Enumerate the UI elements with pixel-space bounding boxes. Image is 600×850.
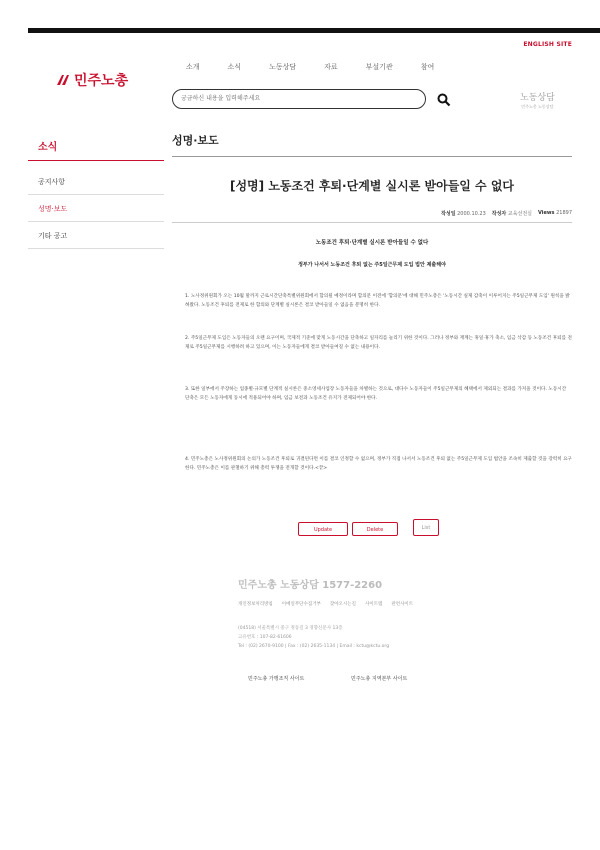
- nav-item-counsel[interactable]: 노동상담: [269, 63, 297, 71]
- nav-item-resources[interactable]: 자료: [324, 63, 338, 71]
- page-title: 성명·보도: [172, 134, 219, 147]
- views-label: Views: [538, 210, 555, 216]
- sidebar-divider: [28, 160, 164, 161]
- footer-registration: 고유번호 : 107-82-61606: [238, 635, 292, 640]
- update-button[interactable]: Update: [298, 522, 348, 536]
- counsel-subtitle: 민주노총 노동상담: [521, 104, 554, 109]
- counsel-link[interactable]: [520, 90, 555, 110]
- logo-mark-icon: [56, 73, 70, 87]
- date-label: 작성일: [441, 211, 456, 217]
- footer-link-email-policy[interactable]: 이메일무단수집거부: [281, 602, 321, 607]
- footer-regional-link[interactable]: 민주노총 지역본부 사이트: [351, 676, 408, 682]
- footer-link-privacy[interactable]: 개인정보처리방침: [238, 602, 273, 607]
- sidebar-title: 소식: [38, 142, 58, 153]
- article-paragraph: 1. 노사정위원회가 오는 10월 말까지 근로시간단축특별위원회에서 합의될 예정이라며 합의문 이전에 '합의문'에 대해 민주노총은 '노동시간 실제 감축이 이루어지는 주5일근무제 도입' 원칙을 밝혀왔다. 노동조건 후퇴를 전제로 한 합의와 단계별 실시론은 결코 받아들일 수 없음을 분명히 한다.: [185, 294, 570, 308]
- nav-item-news[interactable]: 소식: [227, 63, 242, 71]
- article-title: [성명] 노동조건 후퇴·단계별 실시론 받아들일 수 없다: [229, 179, 515, 193]
- author-label: 작성자: [491, 211, 507, 217]
- footer-link-directions[interactable]: 찾아오시는길: [329, 602, 356, 607]
- footer-nav: [238, 601, 413, 607]
- footer-address: (04518) 서울특별시 중구 정동길 3 경향신문사 13층: [238, 626, 343, 631]
- article-paragraph: 4. 민주노총은 노사정위원회의 논의가 노동조건 후퇴로 귀결된다면 이를 결코 인정할 수 없으며, 정부가 직접 나서서 노동조건 후퇴 없는 주5일근무제 도입 법안을 조속히 제출할 것을 강력히 요구한다. 민주노총은 이를 관철하기 위해 총력 투쟁을 전개할 것이다.<끝>: [185, 457, 572, 471]
- sidebar-separator: [28, 194, 164, 195]
- sidebar-separator: [28, 248, 164, 249]
- article-subtitle: 노동조건 후퇴·단계별 실시론 받아들일 수 없다: [315, 240, 429, 246]
- article-meta: [441, 210, 572, 217]
- counsel-title: 노동상담: [520, 93, 555, 103]
- footer-link-related[interactable]: 관련사이트: [391, 602, 414, 607]
- title-divider: [172, 156, 572, 157]
- list-button[interactable]: List: [413, 519, 439, 536]
- sidebar-item-statements[interactable]: 성명·보도: [38, 205, 68, 213]
- date-value: 2000.10.23: [457, 211, 486, 217]
- nav-item-participate[interactable]: 참여: [420, 63, 435, 71]
- article-paragraph: 3. 또한 일부에서 주장하는 업종별·규모별 단계적 실시론은 중소영세사업장 노동자들을 차별하는 것으로, 대다수 노동자들이 주5일근무제의 혜택에서 제외되는 결과를 가져올 것이다. 노동시간 단축은 모든 노동자에게 동시에 적용되어야 하며, 임금 보전과 노동조건 유지가 전제되어야 한다.: [185, 387, 567, 401]
- footer-contact: Tel : (02) 2670-9100 | Fax : (02) 2635-1134 | Email : kctu@kctu.org: [238, 644, 390, 649]
- search-icon[interactable]: [437, 92, 451, 106]
- logo-text: 민주노총: [74, 73, 129, 89]
- delete-button[interactable]: Delete: [352, 522, 398, 536]
- nav-item-institutes[interactable]: 부설기관: [365, 63, 393, 71]
- footer-affiliates-link[interactable]: 민주노총 가맹조직 사이트: [248, 676, 305, 682]
- nav-item-about[interactable]: 소개: [186, 63, 200, 71]
- views-value: 21897: [556, 210, 572, 216]
- main-nav: [186, 62, 462, 72]
- sidebar-item-notice[interactable]: 공지사항: [38, 178, 66, 186]
- english-site-link[interactable]: ENGLISH SITE: [523, 41, 572, 48]
- meta-divider: [172, 222, 572, 223]
- top-bar: [28, 28, 600, 33]
- article-subheadline: 정부가 나서서 노동조건 후퇴 없는 주5일근무제 도입 법안 제출해야: [298, 262, 446, 268]
- author-value: 교육선전실: [507, 211, 533, 217]
- logo[interactable]: [56, 70, 128, 90]
- sidebar-item-other[interactable]: 기타 공고: [38, 232, 68, 240]
- article-paragraph: 2. 주5일근무제 도입은 노동자들의 오랜 요구이며, 국제적 기준에 맞게 노동시간을 단축하고 일자리를 늘리기 위한 것이다. 그러나 정부와 재계는 휴일·휴가 축소, 임금 삭감 등 노동조건 후퇴를 전제로 주5일근무제를 시행하려 하고 있으며, 이는 노동자들에게 결코 받아들여질 수 없는 내용이다.: [185, 336, 572, 350]
- search-input[interactable]: 궁금하신 내용을 입력해주세요: [172, 89, 426, 109]
- footer-link-sitemap[interactable]: 사이트맵: [365, 602, 383, 607]
- sidebar-separator: [28, 221, 164, 222]
- footer-brand: 민주노총 노동상담 1577-2260: [238, 580, 383, 591]
